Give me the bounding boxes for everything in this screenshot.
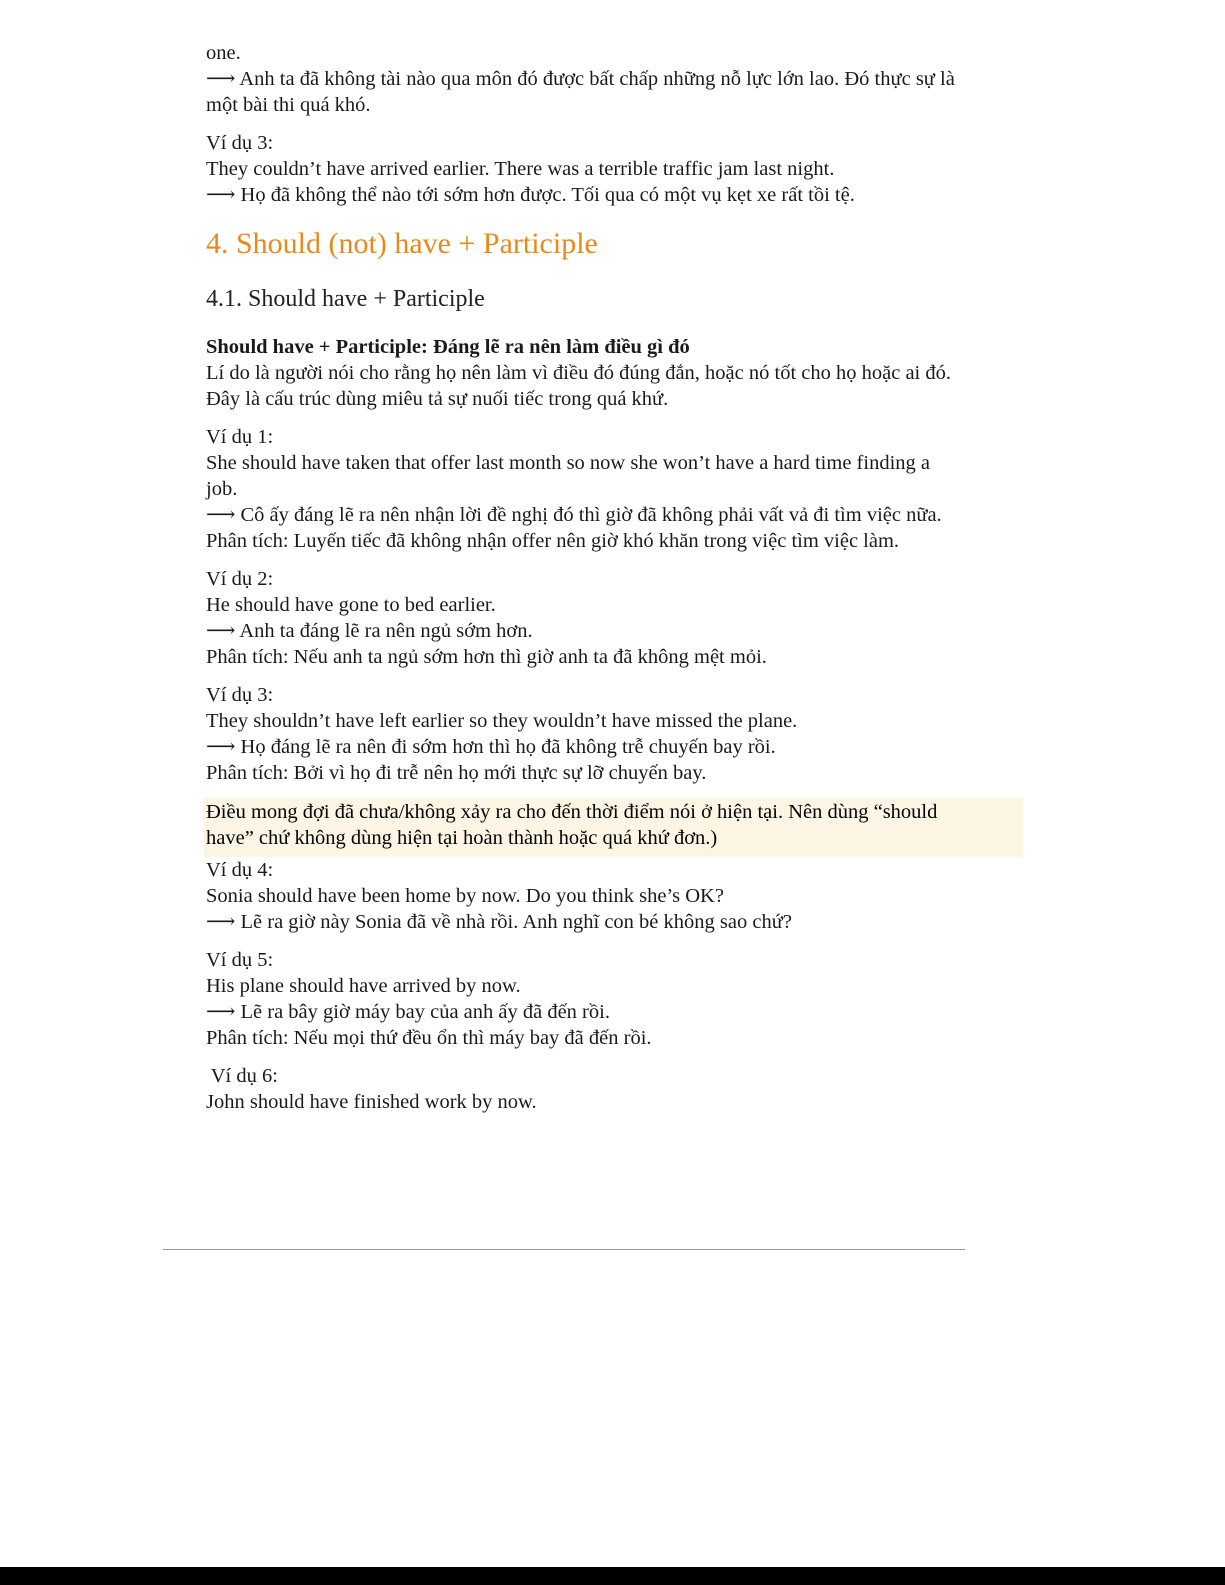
example-english: They couldn’t have arrived earlier. There was a terrible traffic jam last night. [206, 158, 835, 180]
example-english: She should have taken that offer last month so now she won’t have a hard time finding a [206, 452, 930, 474]
text-line: một bài thi quá khó. [206, 94, 371, 116]
example-vietnamese: ⟶ Họ đã không thể nào tới sớm hơn được. Tối qua có một vụ kẹt xe rất tồi tệ. [206, 184, 855, 206]
example-vietnamese: ⟶ Anh ta đáng lẽ ra nên ngủ sớm hơn. [206, 620, 533, 642]
example-vietnamese: ⟶ Họ đáng lẽ ra nên đi sớm hơn thì họ đã không trễ chuyến bay rồi. [206, 736, 776, 758]
example-label: Ví dụ 2: [206, 568, 274, 590]
example-label: Ví dụ 6: [206, 1065, 278, 1087]
example-english: John should have finished work by now. [206, 1091, 537, 1113]
document-page [206, 40, 1021, 1115]
example-label: Ví dụ 4: [206, 859, 274, 881]
text-line: ⟶ Anh ta đã không tài nào qua môn đó được bất chấp những nỗ lực lớn lao. Đó thực sự là [206, 68, 955, 90]
section-heading: 4. Should (not) have + Participle [206, 227, 598, 260]
example-english: job. [206, 478, 238, 500]
example-label: Ví dụ 3: [206, 132, 274, 154]
definition-text: Lí do là người nói cho rằng họ nên làm vì điều đó đúng đắn, hoặc nó tốt cho họ hoặc ai đó. [206, 362, 951, 384]
page-bottom-edge [0, 1567, 1225, 1585]
example-label: Ví dụ 3: [206, 684, 274, 706]
example-english: They shouldn’t have left earlier so they wouldn’t have missed the plane. [206, 710, 798, 732]
example-analysis: Phân tích: Luyến tiếc đã không nhận offer nên giờ khó khăn trong việc tìm việc làm. [206, 530, 900, 552]
example-label: Ví dụ 5: [206, 949, 274, 971]
note-text: Điều mong đợi đã chưa/không xảy ra cho đến thời điểm nói ở hiện tại. Nên dùng “should [206, 801, 938, 823]
example-english: He should have gone to bed earlier. [206, 594, 496, 616]
subsection-heading: 4.1. Should have + Participle [206, 286, 485, 312]
example-analysis: Phân tích: Nếu mọi thứ đều ổn thì máy bay đã đến rồi. [206, 1027, 652, 1049]
note-text: have” chứ không dùng hiện tại hoàn thành hoặc quá khứ đơn.) [206, 827, 718, 849]
definition-heading: Should have + Participle: Đáng lẽ ra nên làm điều gì đó [206, 336, 690, 358]
example-vietnamese: ⟶ Cô ấy đáng lẽ ra nên nhận lời đề nghị đó thì giờ đã không phải vất vả đi tìm việc nữa. [206, 504, 942, 526]
example-label: Ví dụ 1: [206, 426, 274, 448]
example-english: His plane should have arrived by now. [206, 975, 521, 997]
footer-divider [163, 1249, 965, 1250]
example-english: Sonia should have been home by now. Do you think she’s OK? [206, 885, 724, 907]
example-vietnamese: ⟶ Lẽ ra giờ này Sonia đã về nhà rồi. Anh nghĩ con bé không sao chứ? [206, 911, 792, 933]
text-line: one. [206, 42, 241, 64]
example-analysis: Phân tích: Nếu anh ta ngủ sớm hơn thì giờ anh ta đã không mệt mỏi. [206, 646, 767, 668]
definition-text: Đây là cấu trúc dùng miêu tả sự nuối tiếc trong quá khứ. [206, 388, 669, 410]
example-analysis: Phân tích: Bởi vì họ đi trễ nên họ mới thực sự lỡ chuyến bay. [206, 762, 707, 784]
example-vietnamese: ⟶ Lẽ ra bây giờ máy bay của anh ấy đã đến rồi. [206, 1001, 610, 1023]
highlighted-note [204, 798, 1023, 857]
